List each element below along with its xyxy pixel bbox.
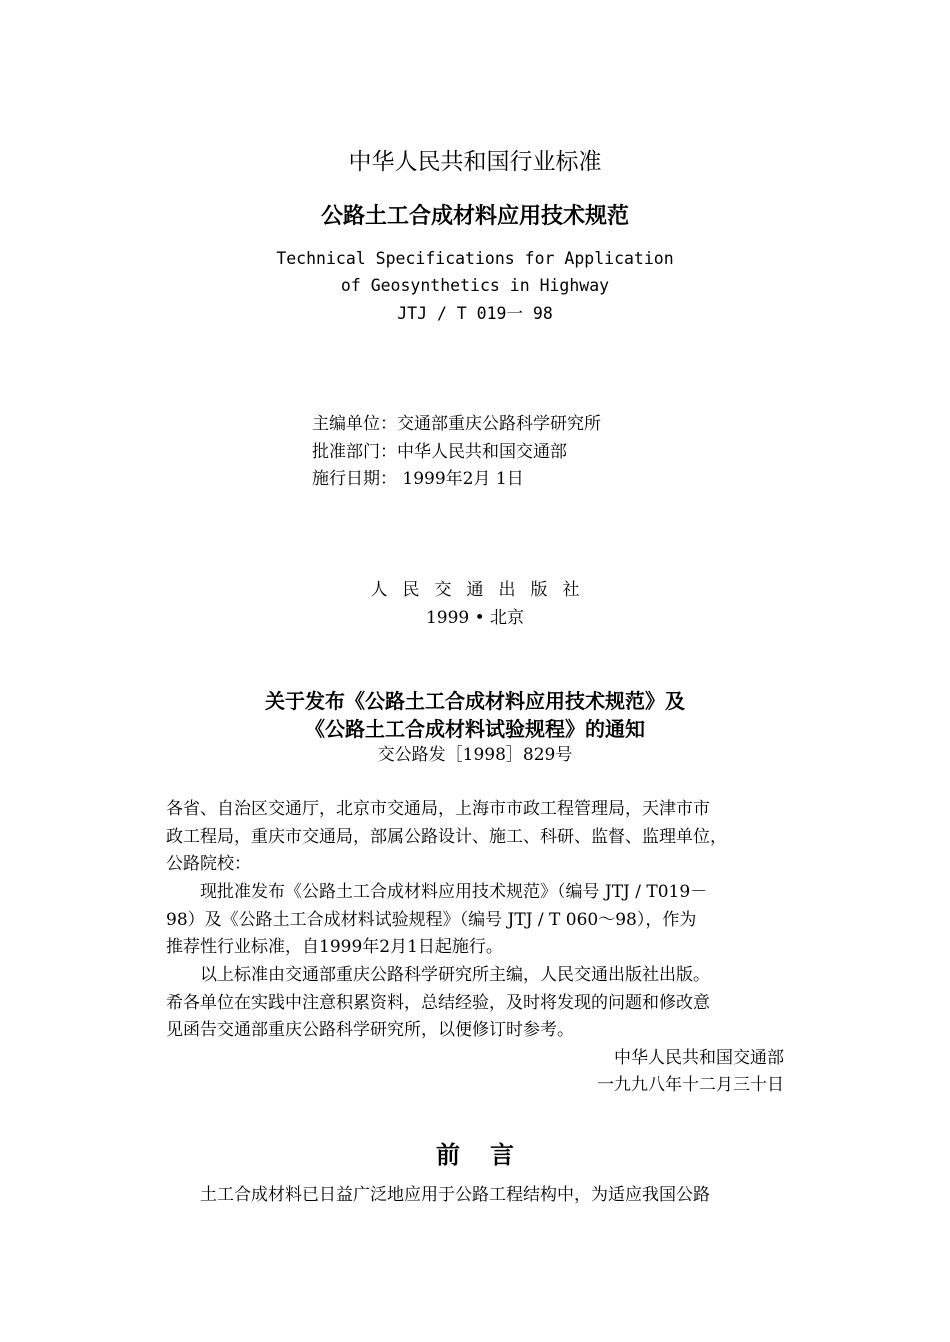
notice-body-line: 见函告交通部重庆公路科学研究所，以便修订时参考。	[166, 1020, 574, 1040]
standard-code: JTJ / T 019一 98	[397, 304, 553, 323]
standard-category: 中华人民共和国行业标准	[348, 149, 602, 175]
english-title-line-1: Technical Specifications for Application	[276, 249, 674, 268]
signature-organization: 中华人民共和国交通部	[614, 1048, 784, 1068]
notice-document-number: 交公路发［1998］829号	[377, 745, 573, 765]
effective-date: 施行日期： 1999年2月 1日	[312, 469, 524, 489]
notice-body-line: 政工程局，重庆市交通局，部属公路设计、施工、科研、监督、监理单位，	[166, 827, 727, 847]
document-title: 公路土工合成材料应用技术规范	[320, 203, 629, 229]
chief-editor-unit: 主编单位：交通部重庆公路科学研究所	[312, 414, 601, 434]
approval-department: 批准部门：中华人民共和国交通部	[312, 442, 567, 462]
signature-date: 一九九八年十二月三十日	[597, 1075, 784, 1095]
preface-title: 前言	[436, 1140, 544, 1169]
notice-title-line-2: 《公路土工合成材料试验规程》的通知	[305, 717, 645, 741]
preface-body-line: 土工合成材料已日益广泛地应用于公路工程结构中，为适应我国公路	[166, 1185, 710, 1205]
publication-year-place: 1999 • 北京	[425, 608, 525, 628]
english-title-line-2: of Geosynthetics in Highway	[340, 276, 610, 295]
notice-body-line: 推荐性行业标准，自1999年2月1日起施行。	[166, 937, 503, 957]
notice-body-line: 公路院校：	[166, 854, 251, 874]
notice-title-line-1: 关于发布《公路土工合成材料应用技术规范》及	[265, 689, 685, 713]
notice-body-line: 希各单位在实践中注意积累资料，总结经验，及时将发现的问题和修改意	[166, 993, 710, 1013]
notice-body-line: 各省、自治区交通厅，北京市交通局，上海市市政工程管理局，天津市市	[166, 799, 710, 819]
notice-body-line: 98）及《公路土工合成材料试验规程》（编号 JTJ / T 060～98），作为	[166, 910, 697, 930]
notice-body-line: 以上标准由交通部重庆公路科学研究所主编，人民交通出版社出版。	[166, 965, 710, 985]
publisher-name: 人民交通出版社	[370, 580, 595, 600]
notice-body-line: 现批准发布《公路土工合成材料应用技术规范》（编号 JTJ / T019－	[166, 882, 708, 902]
